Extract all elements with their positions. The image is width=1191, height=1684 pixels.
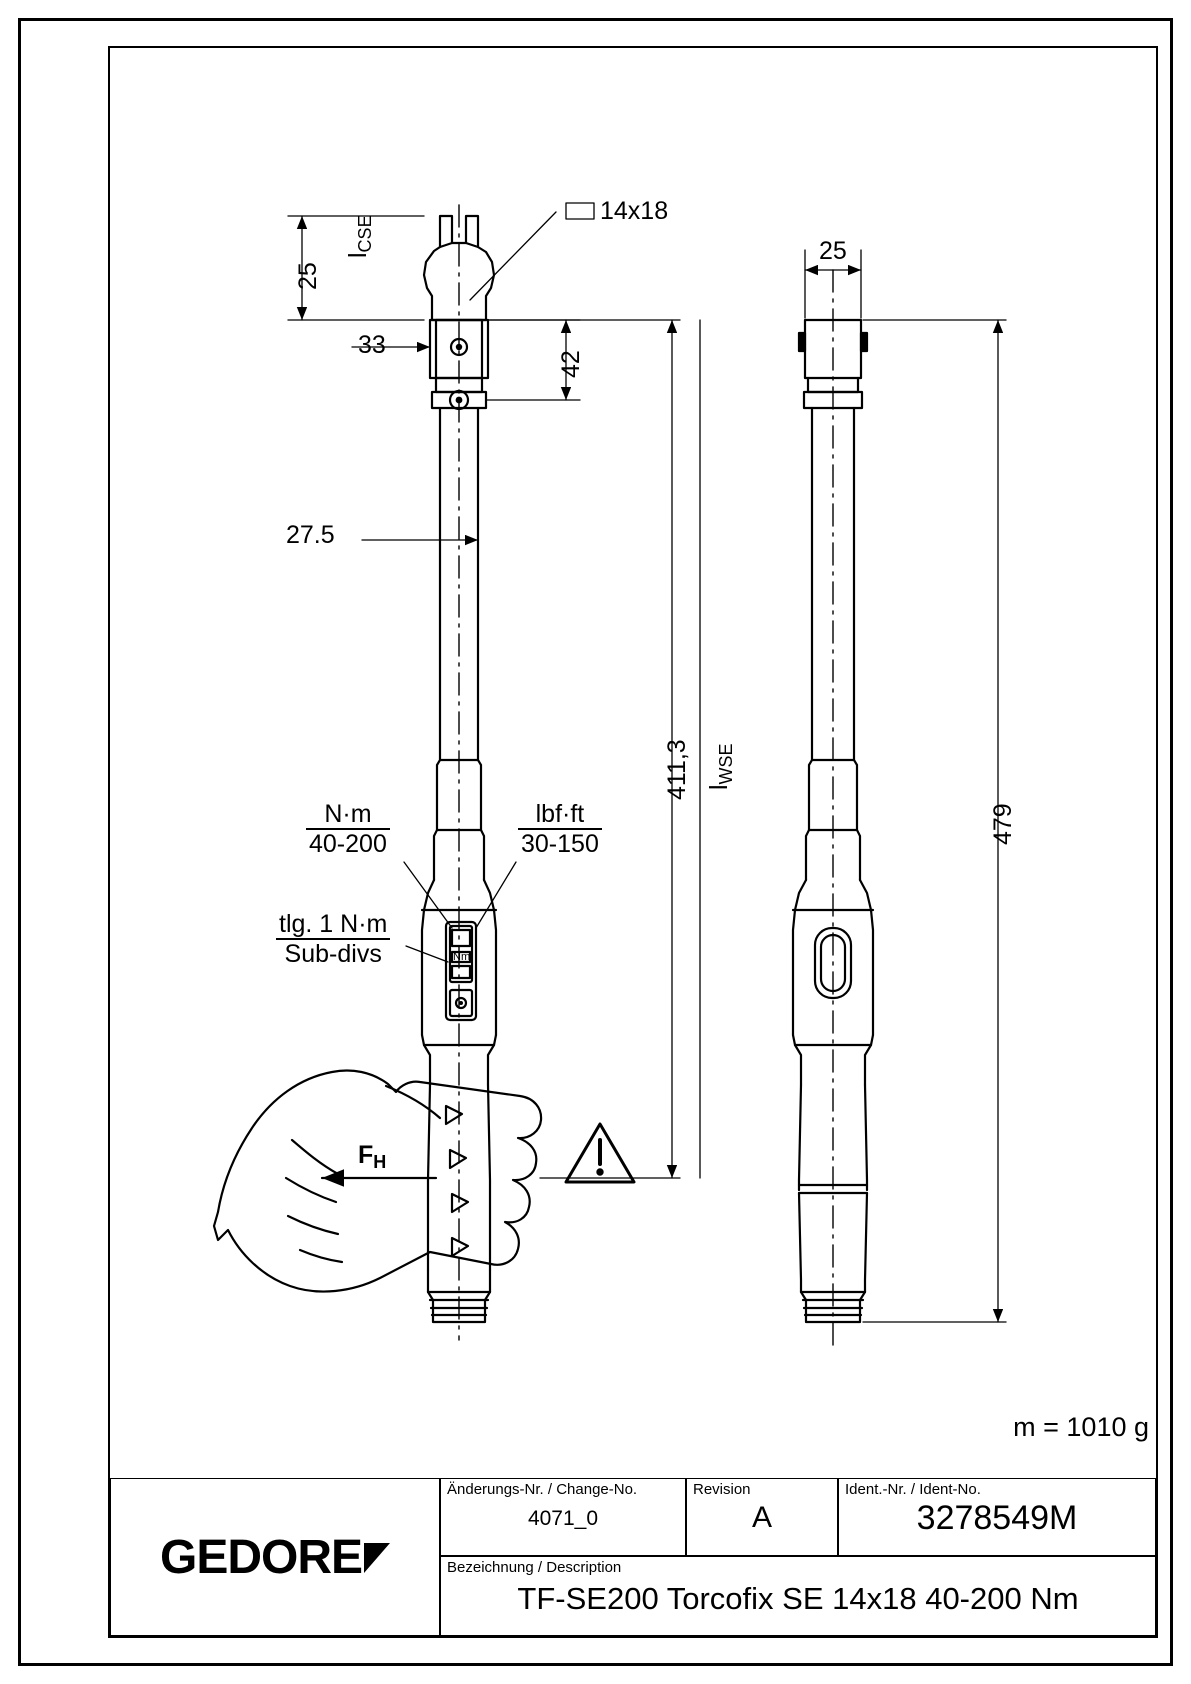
scale-nm: $\frac{N\cdot m}{40-200}$: [306, 800, 390, 858]
description-value: TF-SE200 Torcofix SE 14x18 40-200 Nm: [517, 1580, 1079, 1616]
title-block: [110, 1478, 1156, 1636]
ident-no-cell: [838, 1478, 1156, 1556]
dim-length-to-hand: 411,3: [663, 739, 691, 800]
ident-no-value: 3278549M: [916, 1498, 1078, 1537]
revision-cell: [686, 1478, 838, 1556]
dim-head-offset: 42: [557, 350, 585, 378]
dim-overall-length: 479: [989, 803, 1017, 845]
scale-subdivisions: tlg. 1 N·m Sub-divs: [276, 910, 390, 968]
force-label: $F_H$: [358, 1141, 387, 1173]
dim-insert-height: 25: [294, 262, 322, 290]
description-cell: [440, 1556, 1156, 1636]
dim-insert-length-symbol: $l_{CSE}$: [344, 215, 376, 258]
change-no-label: Änderungs-Nr. / Change-No.: [447, 1481, 638, 1498]
description-label: Bezeichnung / Description: [447, 1559, 622, 1576]
brand-name: GEDORE: [159, 1530, 363, 1584]
revision-label: Revision: [693, 1481, 751, 1498]
scale-lbfft: lbf·ft 30-150: [518, 800, 602, 858]
brand-logo: [110, 1478, 440, 1636]
dim-tube-width: 27.5: [286, 521, 335, 549]
display-unit-label: Nm: [453, 951, 471, 963]
ident-no-label: Ident.-Nr. / Ident-No.: [845, 1481, 981, 1498]
revision-value: A: [751, 1500, 772, 1534]
change-no-value: 4071_0: [527, 1506, 599, 1530]
dim-length-symbol: $l_{WSE}$: [705, 743, 737, 790]
insert-size-label: 14x18: [600, 197, 669, 225]
mass-label: m = 1010 g: [1013, 1412, 1149, 1442]
dim-head-width: 33: [358, 331, 386, 359]
change-no-cell: [440, 1478, 686, 1556]
dim-side-top-width: 25: [819, 237, 847, 265]
brand-triangle-icon: [364, 1543, 390, 1573]
